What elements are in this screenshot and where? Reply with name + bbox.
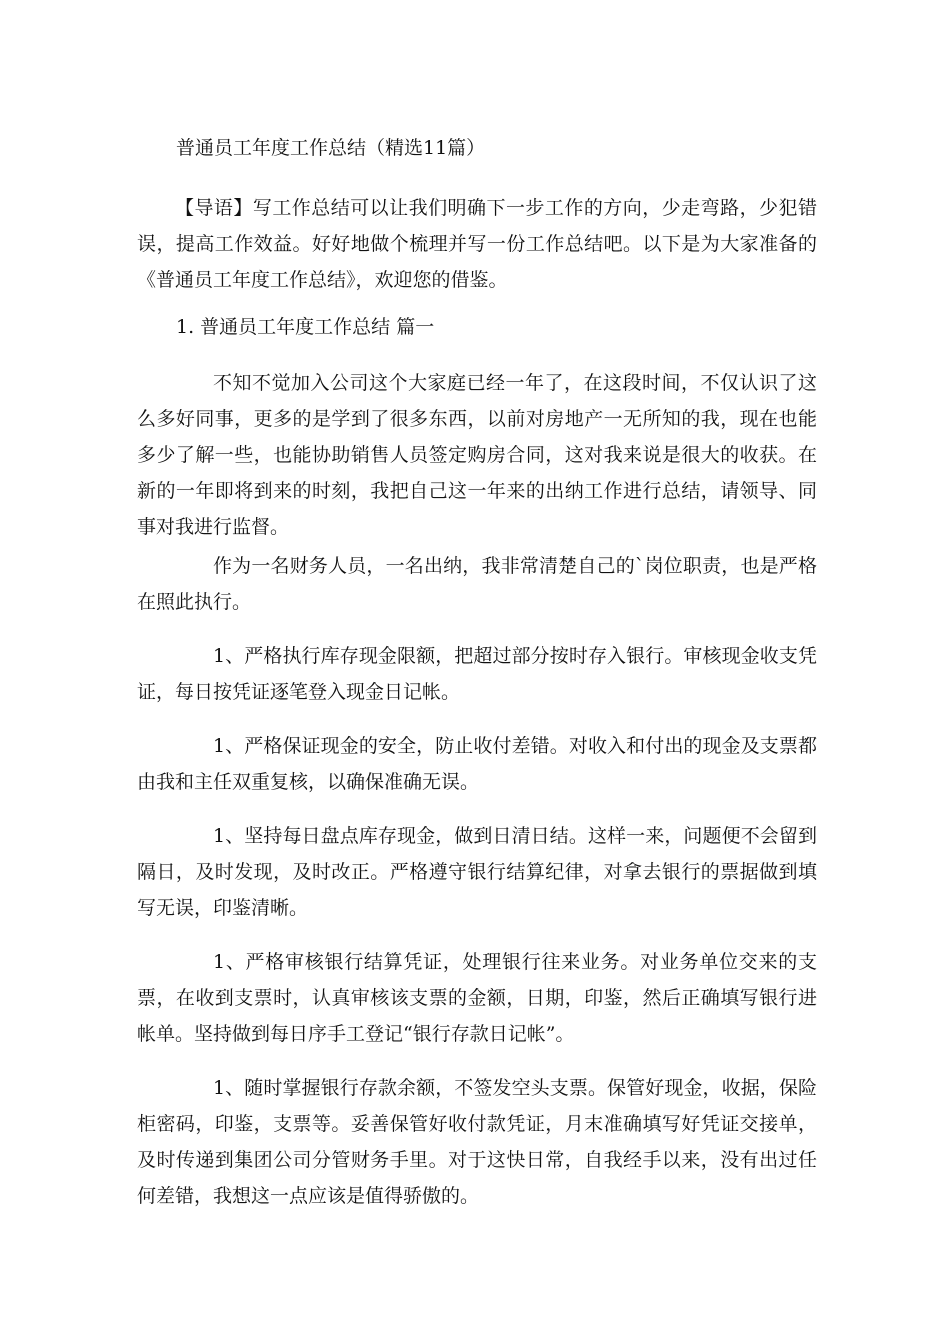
body-paragraph: 作为一名财务人员，一名出纳，我非常清楚自己的`岗位职责，也是严格在照此执行。 <box>137 555 817 613</box>
body-paragraph: 1、严格保证现金的安全，防止收付差错。对收入和付出的现金及支票都由我和主任双重复核，以确保准确无误。 <box>137 735 817 793</box>
intro-paragraph: 【导语】写工作总结可以让我们明确下一步工作的方向，少走弯路，少犯错误，提高工作效益。好好地做个梳理并写一份工作总结吧。以下是为大家准备的《普通员工年度工作总结》，欢迎您的借鉴。 <box>137 197 817 291</box>
body-paragraph: 1、严格审核银行结算凭证，处理银行往来业务。对业务单位交来的支票，在收到支票时，认真审核该支票的金额，日期，印鉴，然后正确填写银行进帐单。坚持做到每日序手工登记“银行存款日记帐”。 <box>137 951 817 1045</box>
body-paragraph: 1、坚持每日盘点库存现金，做到日清日结。这样一来，问题便不会留到隔日，及时发现，及时改正。严格遵守银行结算纪律，对拿去银行的票据做到填写无误，印鉴清晰。 <box>137 825 817 919</box>
body-paragraph: 1、随时掌握银行存款余额，不签发空头支票。保管好现金，收据，保险柜密码，印鉴，支票等。妥善保管好收付款凭证，月末准确填写好凭证交接单，及时传递到集团公司分管财务手里。对于这快日常，自我经手以来，没有出过任何差错，我想这一点应该是值得骄傲的。 <box>137 1077 817 1207</box>
section-heading: 1. 普通员工年度工作总结 篇一 <box>176 316 435 338</box>
body-paragraph: 1、严格执行库存现金限额，把超过部分按时存入银行。审核现金收支凭证，每日按凭证逐笔登入现金日记帐。 <box>137 645 817 703</box>
document-title: 普通员工年度工作总结（精选11篇） <box>176 137 486 159</box>
body-paragraph: 不知不觉加入公司这个大家庭已经一年了，在这段时间，不仅认识了这么多好同事，更多的是学到了很多东西，以前对房地产一无所知的我，现在也能多少了解一些，也能协助销售人员签定购房合同，这对我来说是很大的收获。在新的一年即将到来的时刻，我把自己这一年来的出纳工作进行总结，请领导、同事对我进行监督。 <box>137 372 817 538</box>
